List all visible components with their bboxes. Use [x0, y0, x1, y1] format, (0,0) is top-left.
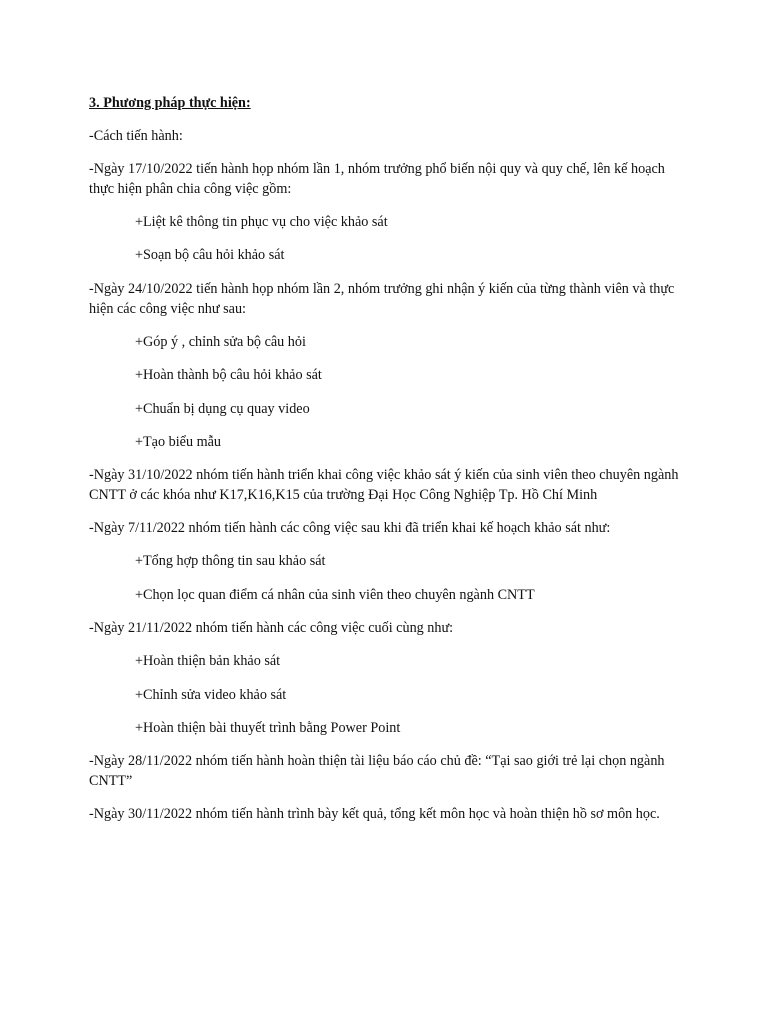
presentation-paragraph: -Ngày 30/11/2022 nhóm tiến hành trình bày kết quả, tổng kết môn học và hoàn thiện hồ sơ môn học. — [89, 806, 660, 823]
final-tasks-item: +Hoàn thiện bản khảo sát — [135, 653, 281, 670]
final-tasks-paragraph: -Ngày 21/11/2022 nhóm tiến hành các công việc cuối cùng như: — [89, 620, 454, 637]
meeting-1-item: +Liệt kê thông tin phục vụ cho việc khảo sát — [135, 214, 388, 230]
survey-paragraph: -Ngày 31/10/2022 nhóm tiến hành triển khai công việc khảo sát ý kiến của sinh viên theo chuyên ngành CNTT ở các khóa như K17,K16,K15 của trường Đại Học Công Nghiệp Tp. Hồ Chí Minh — [89, 467, 679, 504]
document-body — [89, 93, 679, 837]
final-tasks-item: +Hoàn thiện bài thuyết trình bằng Power Point — [135, 719, 401, 736]
post-survey-paragraph: -Ngày 7/11/2022 nhóm tiến hành các công việc sau khi đã triển khai kế hoạch khảo sát như: — [89, 520, 611, 537]
meeting-2-item: +Hoàn thành bộ câu hỏi khảo sát — [135, 367, 322, 384]
meeting-2-item: +Góp ý , chỉnh sửa bộ câu hỏi — [135, 333, 306, 350]
meeting-2-item: +Tạo biểu mẫu — [135, 433, 222, 450]
post-survey-item: +Tổng hợp thông tin sau khảo sát — [135, 553, 326, 570]
meeting-2-paragraph: -Ngày 24/10/2022 tiến hành họp nhóm lần 2, nhóm trưởng ghi nhận ý kiến của từng thành viên và thực hiện các công việc như sau: — [89, 280, 675, 317]
meeting-1-item: +Soạn bộ câu hỏi khảo sát — [135, 247, 285, 264]
intro-line: -Cách tiến hành: — [89, 128, 183, 144]
meeting-1-paragraph: -Ngày 17/10/2022 tiến hành họp nhóm lần 1, nhóm trưởng phổ biến nội quy và quy chế, lên kế hoạch thực hiện phân chia công việc gồm: — [89, 161, 665, 197]
section-heading: 3. Phương pháp thực hiện: — [89, 95, 251, 111]
report-paragraph: -Ngày 28/11/2022 nhóm tiến hành hoàn thiện tài liệu báo cáo chủ đề: “Tại sao giới trẻ lại chọn ngành CNTT” — [89, 753, 665, 790]
meeting-2-item: +Chuẩn bị dụng cụ quay video — [135, 400, 310, 417]
final-tasks-item: +Chỉnh sửa video khảo sát — [135, 686, 287, 703]
post-survey-item: +Chọn lọc quan điểm cá nhân của sinh viên theo chuyên ngành CNTT — [135, 586, 535, 603]
